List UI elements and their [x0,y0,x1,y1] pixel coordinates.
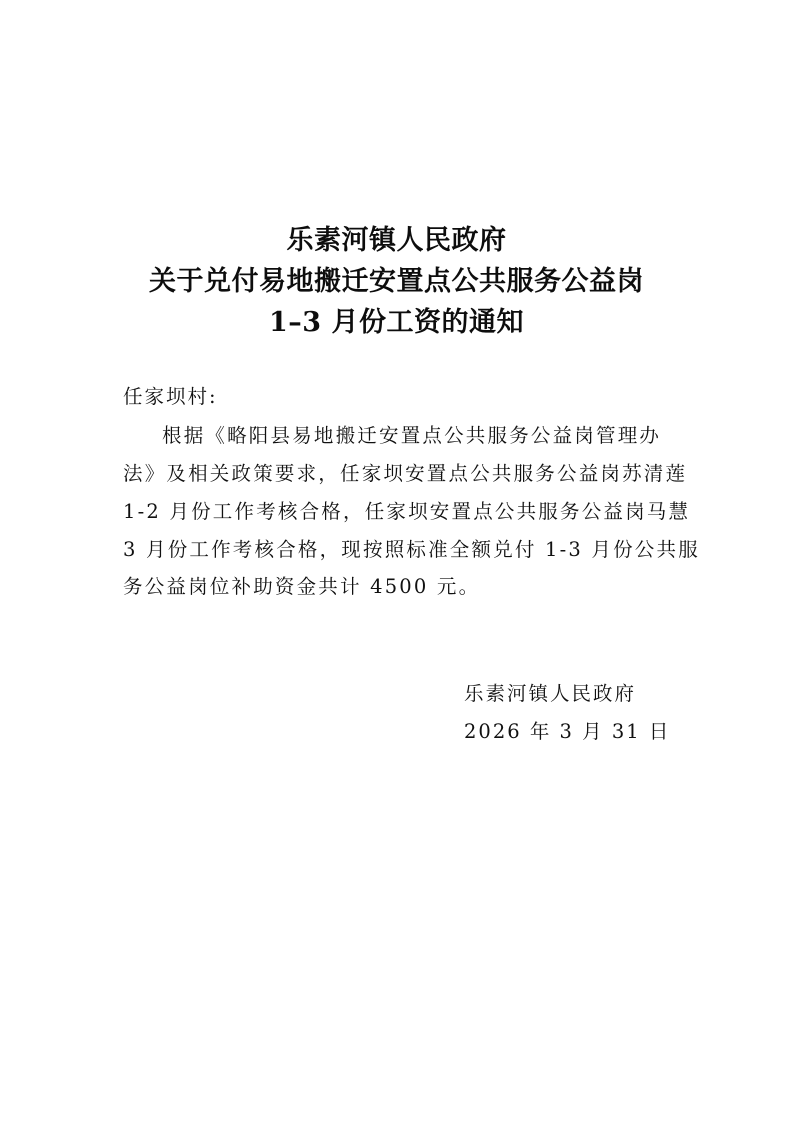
body-line-3: 1-2 月份工作考核合格，任家坝安置点公共服务公益岗马慧 [123,500,691,523]
signature-organization: 乐素河镇人民政府 [464,682,637,705]
title-line-3: 1–3 月份工资的通知 [269,307,524,338]
body-line-4: 3 月份工作考核合格，现按照标准全额兑付 1-3 月份公共服 [123,538,700,561]
body-line-2: 法》及相关政策要求，任家坝安置点公共服务公益岗苏清莲 [123,462,688,485]
title-line-2: 关于兑付易地搬迁安置点公共服务公益岗 [149,266,644,297]
signature-date: 2026 年 3 月 31 日 [464,720,671,743]
body-line-1: 根据《略阳县易地搬迁安置点公共服务公益岗管理办 [162,424,662,447]
salutation: 任家坝村: [123,385,218,408]
body-line-5: 务公益岗位补助资金共计 4500 元。 [123,575,481,598]
title-line-1: 乐素河镇人民政府 [286,225,507,256]
